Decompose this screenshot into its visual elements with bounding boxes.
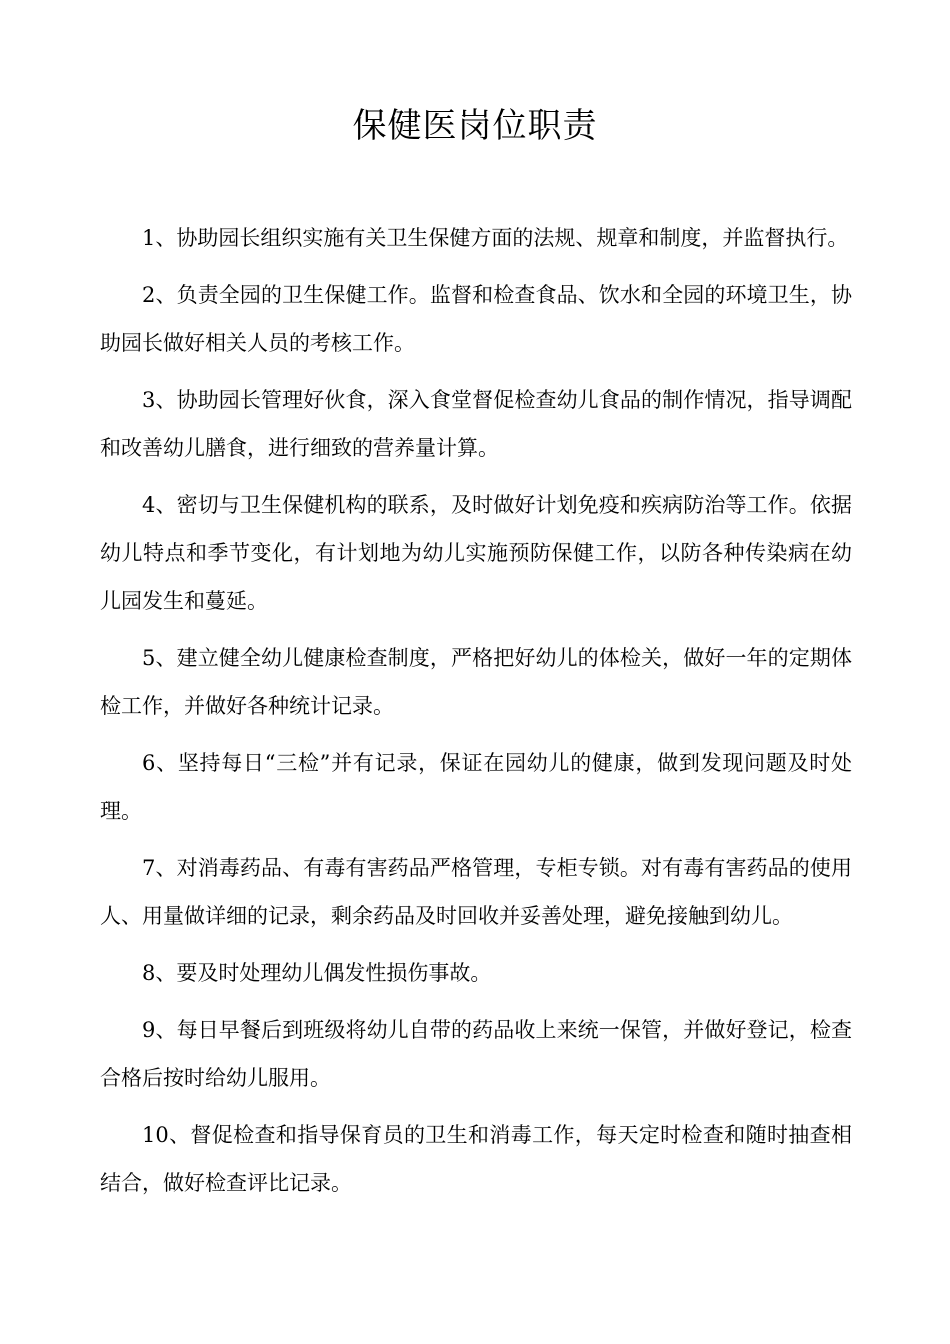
clause-5: 5、建立健全幼儿健康检查制度，严格把好幼儿的体检关，做好一年的定期体检工作，并做好各种统计记录。 (100, 646, 852, 718)
document-body (100, 214, 852, 1216)
clause-4: 4、密切与卫生保健机构的联系，及时做好计划免疫和疾病防治等工作。依据幼儿特点和季节变化，有计划地为幼儿实施预防保健工作，以防各种传染病在幼儿园发生和蔓延。 (100, 493, 852, 613)
clause-10: 10、督促检查和指导保育员的卫生和消毒工作，每天定时检查和随时抽查相结合，做好检查评比记录。 (100, 1123, 852, 1195)
clause-6: 6、坚持每日“三检”并有记录，保证在园幼儿的健康，做到发现问题及时处理。 (100, 751, 852, 823)
clause-9: 9、每日早餐后到班级将幼儿自带的药品收上来统一保管，并做好登记，检查合格后按时给幼儿服用。 (100, 1018, 852, 1090)
clause-2: 2、负责全园的卫生保健工作。监督和检查食品、饮水和全园的环境卫生，协助园长做好相关人员的考核工作。 (100, 283, 852, 355)
clause-1: 1、协助园长组织实施有关卫生保健方面的法规、规章和制度，并监督执行。 (142, 226, 849, 250)
clause-7: 7、对消毒药品、有毒有害药品严格管理，专柜专锁。对有毒有害药品的使用人、用量做详细的记录，剩余药品及时回收并妥善处理，避免接触到幼儿。 (100, 856, 852, 928)
clause-3: 3、协助园长管理好伙食，深入食堂督促检查幼儿食品的制作情况，指导调配和改善幼儿膳食，进行细致的营养量计算。 (100, 388, 852, 460)
document-title: 保健医岗位职责 (352, 106, 598, 146)
clause-8: 8、要及时处理幼儿偶发性损伤事故。 (142, 961, 492, 985)
